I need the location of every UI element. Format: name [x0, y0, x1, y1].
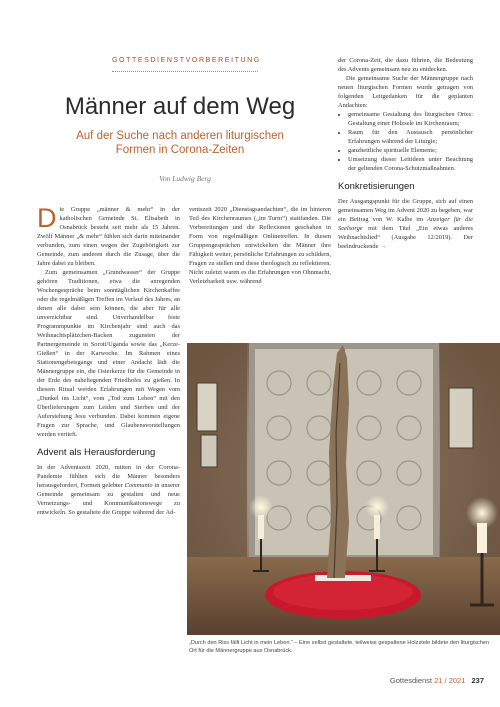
photo-caption: „Durch den Riss fällt Licht in mein Leben.“ – Eine selbst gestaltete, teilweise gespaltene Holzstele bildete den liturgischen Ort für die Männergruppe aus Osnabrück. — [189, 640, 490, 654]
paragraph — [37, 463, 180, 517]
church-photo — [187, 343, 500, 635]
page-footer — [390, 676, 484, 685]
paragraph-text: in unserer Gemeinde gemeinsam zu gestalten und neue Vernetzungs- und Kommunikationswege zu entwickeln. So gestaltete die Gruppe während der Ad- — [37, 482, 180, 516]
subheading-konkretisierungen: Konkretisierungen — [338, 181, 415, 192]
kicker-rule — [112, 71, 258, 72]
article-subtitle: Auf der Suche nach anderen liturgischen Formen in Corona-Zeiten — [76, 130, 284, 156]
text-column-2 — [189, 205, 331, 286]
subheading-advent: Advent als Herausforderung — [37, 447, 156, 458]
arrow-right-icon: → — [380, 243, 387, 250]
section-kicker: GOTTESDIENSTVORBEREITUNG — [112, 57, 261, 64]
photo-illustration — [187, 343, 500, 635]
text-column-1 — [37, 205, 180, 517]
text-column-3 — [338, 56, 473, 251]
paragraph-text: ie Gruppe „männer & mehr“ in der katholischen Gemeinde St. Elisabeth in Osnabrück besteht seit mehr als 15 Jahren. Zwölf Männer „& mehr“ fühlen sich darin miteinander verbunden, zum einen wegen der Zugehörigkeit zur Gemeinde, zum anderen durch die Zusage, über die Jahre dabei zu bleiben. — [37, 206, 180, 267]
paragraph: Die gemeinsame Suche der Männergruppe nach neuen liturgischen Formen wurde getragen von folgenden Leitgedanken für die geplanten Andachten: — [338, 75, 473, 109]
paragraph-text: Der Ausgangspunkt für die Gruppe, sich auf einen gemeinsamen Weg im Advent 2020 zu begeben, war ein Beitrag von W. Kalbe im — [338, 198, 473, 223]
intro-paragraph — [37, 205, 180, 268]
paragraph — [338, 197, 473, 251]
list-item: • ganzheitliche spirituelle Elemente; — [348, 146, 473, 155]
magazine-name: Gottesdienst — [389, 676, 433, 685]
article-title: Männer auf dem Weg — [64, 93, 296, 120]
issue-number: 21 / 2021 — [434, 676, 466, 685]
paragraph: Zum gemeinsamen „Grundwasser“ der Gruppe gehören Traditionen, etwa die anregenden Wochengespräche beim sonntäglichen Kirchenkaffee oder die regelmäßigen Treffen im Verlauf des Jahres, an denen alle dabei sein können, die aber für alle unverzichtbar sind. Unverhandelbar feste Programmpunkte im Kirchenjahr sind auch das Weihnachtsplätzchen-Backen zugunsten der Partnergemeinde in Soroti/Uganda sowie das „Kerze-Gießen“ in der Karwoche. Im Rahmen eines Stationengebetsgangs und einer Andacht lädt die Männergruppe ein, die Osterkerze für die Gemeinde in der Erde des naheliegenden Friedhofes zu gießen. In diesem Ritual werden Erfahrungen mit Wegen vom „Dunkel ins Licht“, vom „Tod zum Leben“ mit den Überlieferungen zum Leiden und Sterben und der Auferstehung Jesu verbunden. Dabei kommen eigene Fragen zur Sprache, und Glaubensvorstellungen werden vertieft. — [37, 269, 180, 438]
list-item: • Raum für den Austausch persönlicher Erfahrungen während der Liturgie; — [348, 128, 473, 146]
byline: Von Ludwig Berg — [159, 174, 211, 183]
paragraph: der Corona-Zeit, die dazu führten, die Bedeutung des Advents gemeinsam neu zu entdecken. — [338, 57, 473, 73]
emphasis-text: Communio — [124, 482, 153, 489]
list-item: • Umsetzung dieser Leitideen unter Beachtung der geltenden Corona-Schutzmaßnahmen. — [348, 155, 473, 173]
paragraph: ventszeit 2020 „Dienstagsandachten“, die im hinteren Teil des Kirchenraumes („im Turm“) stattfanden. Die Vorbereitungen und die Reflexionen geschahen in Form von regelmäßigen Onlinetreffen. In diesen Gruppengesprächen entwickelten die Männer ihre Fähigkeit weiter, persönliche Erfahrungen zu schildern, Fragen zu stellen und diese theologisch zu reflektieren. Nicht zuletzt waren es die Erfahrungen von Ohnmacht, Verletzbarkeit usw. während — [189, 206, 331, 285]
list-item: • gemeinsame Gestaltung des liturgischen Ortes: Gestaltung einer Holzsele im Kirchenraum; — [348, 110, 473, 128]
guideline-list — [338, 110, 473, 173]
page-number: 237 — [471, 676, 484, 685]
paragraph-text: mit dem Titel „Ein etwas anderes Weihnachtslied“ (Ausgabe 12/2019). Der beeindruckende — [338, 225, 473, 250]
drop-cap: D — [37, 203, 57, 233]
paragraph-text: In der Adventszeit 2020, mitten in der Corona-Pandemie fühlten sich die Männer besonders herausgefordert, Formen gelebter — [37, 464, 180, 489]
emphasis-text: Anzeiger für die Seelsorge — [338, 216, 473, 232]
